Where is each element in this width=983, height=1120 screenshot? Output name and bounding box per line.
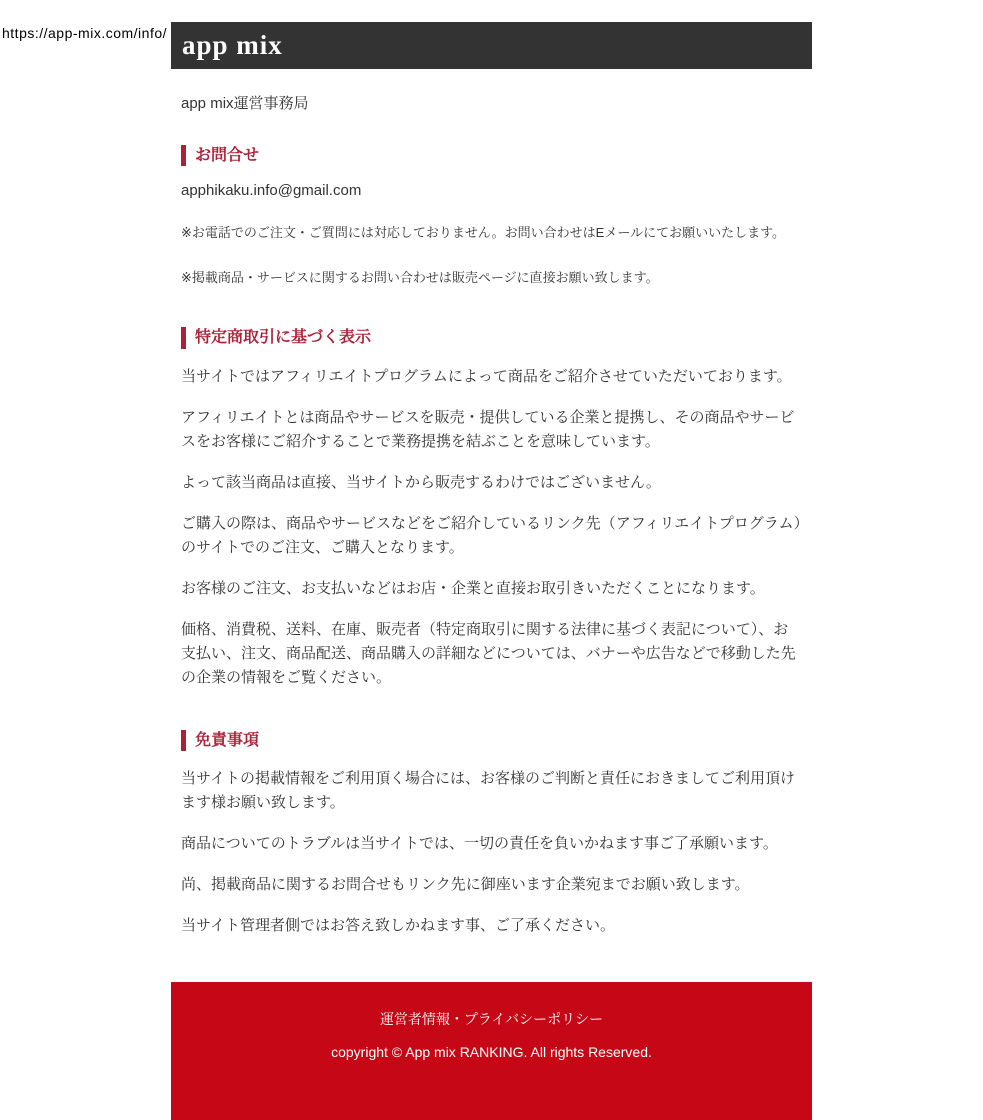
section-heading-disclaimer: 免責事項 [181, 730, 802, 752]
site-logo[interactable]: app mix [182, 30, 283, 60]
disclaimer-paragraph: 当サイト管理者側ではお答え致しかねます事、ご了承ください。 [181, 917, 615, 935]
page-container [171, 22, 812, 1120]
page-url: https://app-mix.com/info/ [2, 25, 168, 41]
site-operator-text: app mix運営事務局 [181, 95, 309, 112]
contact-email: apphikaku.info@gmail.com [181, 182, 362, 200]
disclaimer-paragraph: 商品についてのトラブルは当サイトでは、一切の責任を負いかねます事ご了承願います。 [181, 835, 778, 853]
footer-privacy-link[interactable]: 運営者情報・プライバシーポリシー [379, 1011, 604, 1028]
transactions-paragraph: 当サイトではアフィリエイトプログラムによって商品をご紹介させていただいております。 [181, 367, 792, 385]
section-heading-transactions: 特定商取引に基づく表示 [181, 327, 802, 349]
disclaimer-paragraph: 当サイトの掲載情報をご利用頂く場合には、お客様のご判断と責任におきましてご利用頂けます様お願い致します。 [181, 770, 795, 812]
section-heading-contact: お問合せ [181, 145, 802, 167]
contact-note-products: ※掲載商品・サービスに関するお問い合わせは販売ページに直接お願い致します。 [181, 269, 659, 285]
transactions-paragraph: 価格、消費税、送料、在庫、販売者（特定商取引に関する法律に基づく表記について）、お支払い、注文、商品配送、商品購入の詳細などについては、バナーや広告などで移動した先の企業の情報をご覧ください。 [181, 620, 796, 686]
site-header [171, 22, 812, 69]
main-content [171, 93, 812, 938]
contact-note-phone: ※お電話でのご注文・ご質問には対応しておりません。お問い合わせはEメールにてお願いいたします。 [181, 225, 786, 241]
footer-copyright: copyright © App mix RANKING. All rights Reserved. [331, 1044, 652, 1061]
transactions-paragraph: お客様のご注文、お支払いなどはお店・企業と直接お取引きいただくことになります。 [181, 579, 765, 597]
transactions-paragraph: アフィリエイトとは商品やサービスを販売・提供している企業と提携し、その商品やサービスをお客様にご紹介することで業務提携を結ぶことを意味しています。 [181, 408, 795, 450]
site-footer [171, 982, 812, 1120]
transactions-paragraph: よって該当商品は直接、当サイトから販売するわけではございません。 [181, 473, 661, 491]
transactions-paragraph: ご購入の際は、商品やサービスなどをご紹介しているリンク先（アフィリエイトプログラム）のサイトでのご注文、ご購入となります。 [181, 514, 802, 556]
disclaimer-paragraph: 尚、掲載商品に関するお問合せもリンク先に御座います企業宛までお願い致します。 [181, 876, 750, 894]
